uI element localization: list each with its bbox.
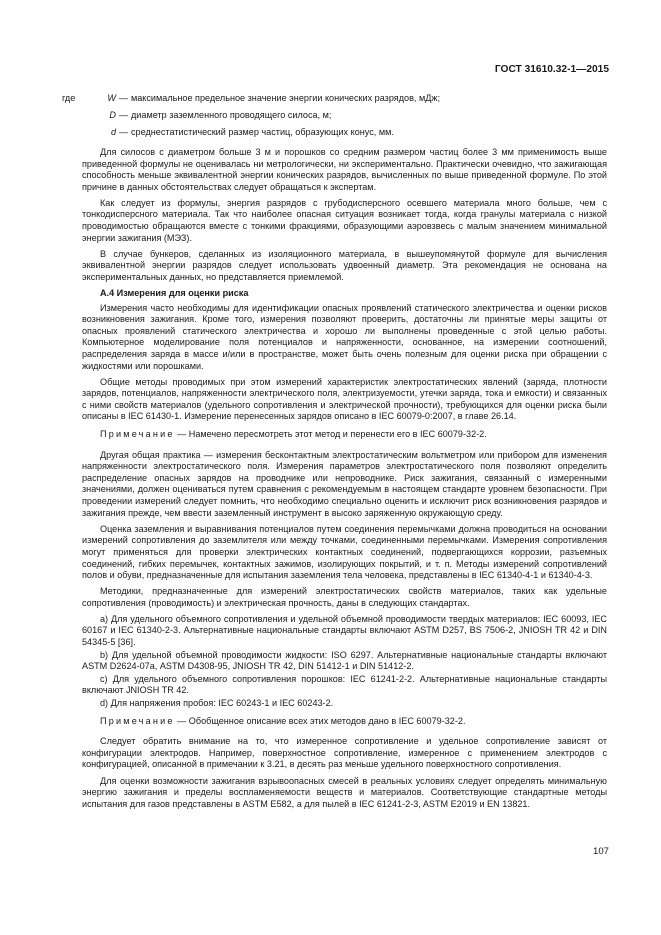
definition-text: диаметр заземленного проводящего силоса, м;: [131, 110, 332, 120]
definition-row: [62, 93, 622, 110]
paragraph: Для силосов с диаметром больше 3 м и порошков со средним размером частиц более 3 мм применимость выше приведенной формулы не оценивалась ни метрологически, ни экспериментально. Практически очевидно, что зажигающая способность меньше эквивалентной энергии конических разрядов, вычисленных по выше приведенной формуле. По этой причине в данных обстоятельствах следует обращаться к экспертам.: [82, 147, 607, 192]
definition-dash: —: [119, 127, 129, 137]
definition-dash: —: [119, 93, 129, 103]
document-id-header: ГОСТ 31610.32-1—2015: [494, 64, 609, 75]
definition-row: [62, 110, 622, 127]
definition-symbol: d: [110, 127, 116, 137]
page-number: 107: [592, 846, 609, 857]
paragraph: В случае бункеров, сделанных из изоляционного материала, в вышеупомянутой формуле для вычисления эквивалентной энергии разрядов следует использовать удвоенный диаметр. Эта рекомендация не основана на экспериментальных данных, но представляется приемлемой.: [82, 248, 607, 282]
formula-definitions: [62, 93, 622, 144]
definition-dash: —: [119, 110, 129, 120]
list-item: d) Для напряжения пробоя: IEC 60243-1 и IEC 60243-2.: [100, 698, 334, 709]
paragraph: Оценка заземления и выравнивания потенциалов путем соединения перемычками должна проводиться на основании измерений сопротивления до заземлителя или между точками, соединенными перемычками. Измерения сопротивления могут применяться для проверки электрических контактных соединений, подвергающихся коррозии, разъемных соединений, гибких перемычек, контактных зажимов, изолирующих покрытий, и т. п. Методы измерений сопротивлений полов и обуви, предназначенные для испытания заземления тела человека, представлены в IEC 61340-4-1 и 61340-4-3.: [82, 523, 607, 581]
list-item: b) Для удельной объемной проводимости жидкости: ISO 6297. Альтернативные национальные стандарты включают ASTM D2624-07а, ASTM D4308-95, JNIOSH TR 42, DIN 51412-1 и DIN 51412-2.: [82, 649, 607, 672]
document-body: [82, 147, 607, 815]
where-label: где: [62, 93, 76, 103]
paragraph: Измерения часто необходимы для идентификации опасных проявлений статического электричества и оценки рисков возникновения зажигания. Кроме того, измерения позволяют проверить, достаточны ли принятые меры защиты от опасных проявлений статического электричества и хорошо ли выполнены проведенные с этой целью работы. Компьютерное моделирование поля потенциалов и напряженности, основанное, на измерении соотношений, распределения заряда в массе и/или в пространстве, может быть очень полезным для оценки риска при обращении с жидкостями или порошками.: [82, 302, 607, 371]
note-text: — Обобщенное описание всех этих методов дано в IEC 60079-32-2.: [174, 715, 466, 726]
note: [82, 716, 607, 728]
note: [82, 429, 607, 441]
definition-text: максимальное предельное значение энергии конических разрядов, мДж;: [131, 93, 440, 103]
definition-text: среднестатистический размер частиц, образующих конус, мм.: [131, 127, 394, 137]
paragraph: Другая общая практика — измерения бесконтактным электростатическим вольтметром или прибором для изменения напряженности электростатического поля. Измерения параметров электростатического поля позволяют определить распределение опасных зарядов на проводнике или непроводнике. Риск зажигания, связанный с измеренными значениями, должен оцениваться путем сравнения с рекомендуемым в настоящем стандарте уровнем безопасности. При проведении измерений следует помнить, что необходимо специально оценить и исключит риск возникновения разрядов и зажигания прежде, чем ввести заземленный инструмент в высоко заряженную окружающую среду.: [82, 449, 607, 518]
note-label: Примечание: [100, 429, 175, 440]
definition-row: [62, 127, 622, 144]
note-label: Примечание: [100, 715, 175, 726]
paragraph: Как следует из формулы, энергия разрядов с грубодисперсного осевшего материала много больше, чем с тонкодисперсного материала. Так что наиболее опасная ситуация возникает тогда, когда гранулы материала с низкой проводимостью обращаются вместе с тонкими фракциями, образующими аэровзвесь с малым значением минимальной энергии зажигания (МЭЗ).: [82, 197, 607, 243]
list-item: а) Для удельного объемного сопротивления и удельной объемной проводимости твердых материалов: IEC 60093, IEC 60167 и IEC 61340-2-3. Альтернативные национальные стандарты включают ASTM D257, BS 7506-2, JNIOSH TR 42 и DIN 54345-5 [36].: [82, 613, 607, 648]
paragraph: Для оценки возможности зажигания взрывоопасных смесей в реальных условиях следует определять минимальную энергию зажигания и пределы воспламеняемости веществ и материалов. Соответствующие стандартные методы испытания для газов представлены в ASTM E582, а для пылей в IEC 61241-2-3, ASTM E2019 и EN 13821.: [82, 775, 607, 809]
note-text: — Намечено пересмотреть этот метод и перенести его в IEC 60079-32-2.: [174, 429, 487, 440]
paragraph: Следует обратить внимание на то, что измеренное сопротивление и удельное сопротивление зависят от конфигурации электродов. Например, поверхностное сопротивление, измеренное с применением электродов с конфигурацией, описанной в примечании к 3.21, в десять раз меньше удельного поверхностного сопротивления.: [82, 736, 607, 770]
definition-symbol: W: [107, 93, 116, 103]
paragraph: Общие методы проводимых при этом измерений характеристик электростатических явлений (заряда, плотности зарядов, потенциалов, напряженности электрического поля, электризуемости, утечки заряда, тока и емкости) и связанных с ними свойств материалов (удельного сопротивления и электрической прочности), требующихся для оценки риска были описаны в IEC 61430-1. Измерение перенесенных зарядов описано в IEC 60079-0:2007, в главе 26.14.: [82, 376, 607, 422]
section-heading: А.4 Измерения для оценки риска: [100, 288, 249, 299]
paragraph: Методики, предназначенные для измерений электростатических свойств материалов, таких как удельные сопротивления (проводимость) и электрическая прочность, даны в следующих стандартах.: [82, 586, 607, 608]
list-item: c) Для удельного объемного сопротивления порошков: IEC 61241-2-2. Альтернативные национальные стандарты включают JNIOSH TR 42.: [82, 673, 607, 696]
definition-symbol: D: [109, 110, 116, 120]
